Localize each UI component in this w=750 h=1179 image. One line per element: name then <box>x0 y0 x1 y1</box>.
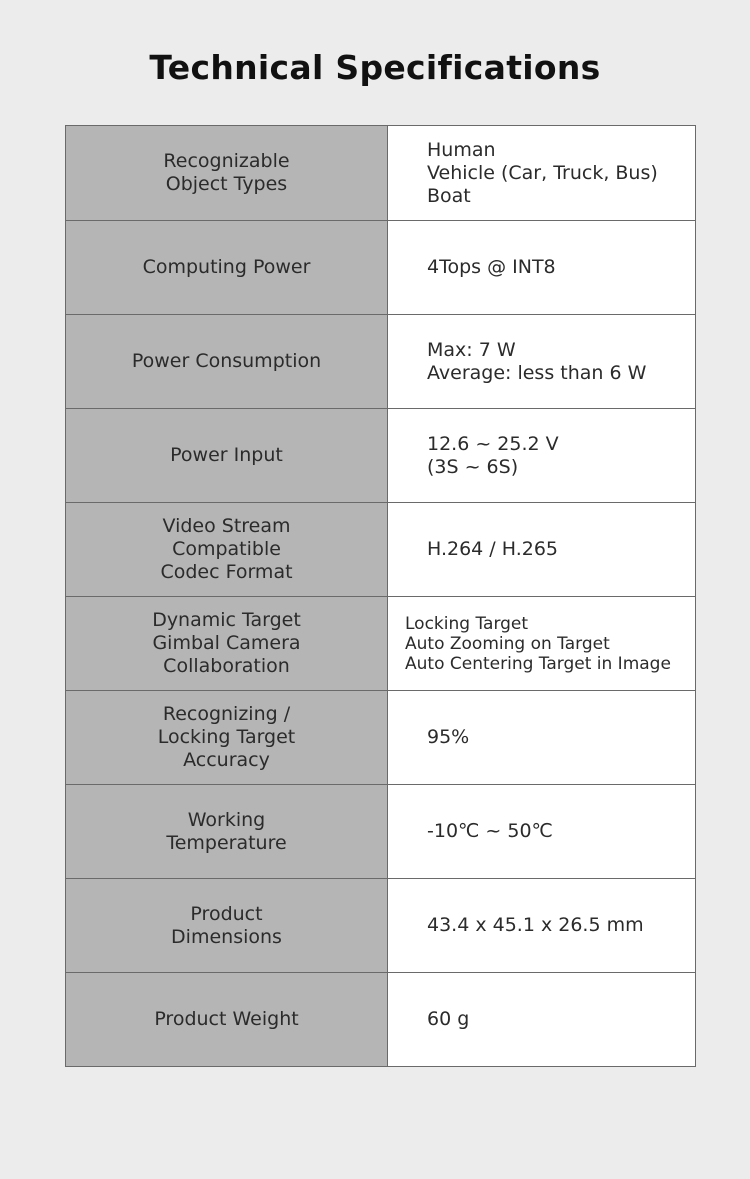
spec-row-gimbal-collaboration <box>66 597 696 691</box>
spec-label-cell <box>66 503 388 597</box>
spec-label: Dynamic Target Gimbal Camera Collaboration <box>152 609 301 677</box>
spec-row-computing-power <box>66 221 696 315</box>
spec-label: Power Input <box>170 444 283 466</box>
spec-label-cell <box>66 221 388 315</box>
spec-label-cell <box>66 973 388 1067</box>
spec-row-working-temperature <box>66 785 696 879</box>
spec-value: 60 g <box>427 1008 470 1030</box>
spec-label: Product Weight <box>154 1008 299 1030</box>
spec-table <box>65 125 696 1067</box>
spec-row-power-consumption <box>66 315 696 409</box>
spec-value: 43.4 x 45.1 x 26.5 mm <box>427 914 644 936</box>
spec-row-object-types <box>66 126 696 221</box>
spec-label: Recognizing / Locking Target Accuracy <box>157 703 296 771</box>
page-title: Technical Specifications <box>149 48 601 87</box>
spec-row-weight <box>66 973 696 1067</box>
spec-label: Working Temperature <box>166 808 287 854</box>
spec-value-cell <box>388 126 696 221</box>
spec-value: 4Tops @ INT8 <box>427 256 556 278</box>
spec-value-cell <box>388 691 696 785</box>
spec-label: Product Dimensions <box>171 902 282 948</box>
spec-label: Computing Power <box>142 256 311 278</box>
spec-value-cell <box>388 973 696 1067</box>
spec-label: Video Stream Compatible Codec Format <box>160 515 293 583</box>
spec-value: 95% <box>427 726 470 748</box>
spec-row-power-input <box>66 409 696 503</box>
spec-value: H.264 / H.265 <box>427 538 558 560</box>
spec-value-cell <box>388 221 696 315</box>
spec-row-dimensions <box>66 879 696 973</box>
spec-value-cell <box>388 315 696 409</box>
spec-value-cell <box>388 409 696 503</box>
spec-value-cell <box>388 879 696 973</box>
spec-label-cell <box>66 315 388 409</box>
spec-value: 12.6 ~ 25.2 V (3S ~ 6S) <box>427 432 559 478</box>
spec-label-cell <box>66 785 388 879</box>
spec-label-cell <box>66 691 388 785</box>
spec-value-cell <box>388 503 696 597</box>
spec-value-cell <box>388 597 696 691</box>
spec-label-cell <box>66 409 388 503</box>
spec-label: Recognizable Object Types <box>163 150 290 195</box>
spec-value: Human Vehicle (Car, Truck, Bus) Boat <box>427 138 658 207</box>
spec-value: -10℃ ~ 50℃ <box>427 820 553 842</box>
spec-value: Max: 7 W Average: less than 6 W <box>427 338 647 384</box>
spec-label-cell <box>66 126 388 221</box>
spec-label: Power Consumption <box>131 350 322 372</box>
spec-label-cell <box>66 879 388 973</box>
spec-value: Locking Target Auto Zooming on Target Auto Centering Target in Image <box>405 613 671 674</box>
spec-row-codec-format <box>66 503 696 597</box>
spec-value-cell <box>388 785 696 879</box>
spec-label-cell <box>66 597 388 691</box>
spec-row-accuracy <box>66 691 696 785</box>
